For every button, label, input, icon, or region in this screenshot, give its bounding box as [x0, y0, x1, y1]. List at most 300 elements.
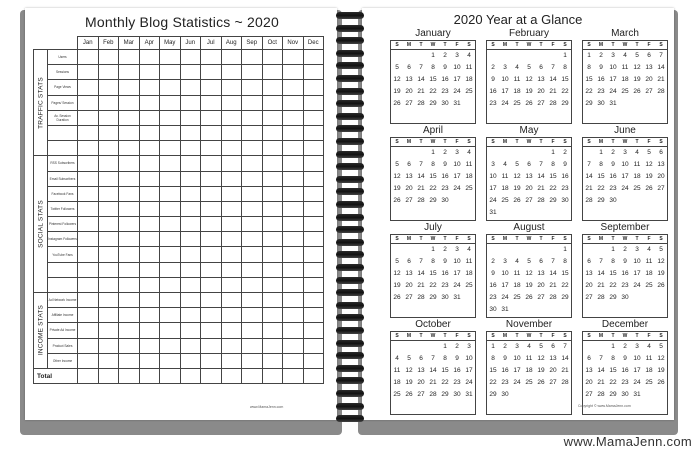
day-cell: 23 [597, 88, 605, 95]
total-cell [98, 368, 119, 383]
stat-cell [242, 308, 263, 323]
day-cell: 14 [429, 367, 437, 374]
stat-cell [262, 186, 283, 201]
stat-cell [139, 293, 160, 308]
stat-cell [262, 293, 283, 308]
day-cell: 14 [585, 173, 593, 180]
row-label: Sessions [48, 65, 78, 80]
day-cell: 24 [501, 100, 509, 107]
stat-cell [201, 156, 222, 171]
stat-cell [139, 217, 160, 232]
week-row [391, 292, 475, 304]
total-cell [283, 368, 304, 383]
day-cell: 16 [441, 173, 449, 180]
row-label: Other Income [48, 353, 78, 368]
week-row [583, 365, 667, 377]
day-cell: 9 [503, 355, 507, 362]
day-cell: 30 [441, 197, 449, 204]
weekday-label: F [647, 139, 651, 145]
day-cell: 4 [515, 64, 519, 71]
week-row [391, 50, 475, 62]
stat-cell [221, 110, 242, 125]
day-cell: 5 [659, 246, 663, 253]
spiral-ring [336, 352, 364, 359]
stat-cell [242, 80, 263, 95]
stat-cell [119, 65, 140, 80]
day-cell: 12 [393, 173, 401, 180]
day-cell: 7 [599, 258, 603, 265]
day-cell: 29 [561, 294, 569, 301]
day-cell: 4 [647, 246, 651, 253]
day-cell: 15 [489, 367, 497, 374]
day-cell: 15 [429, 270, 437, 277]
total-label: Total [34, 368, 78, 383]
day-cell: 13 [417, 367, 425, 374]
day-cell: 20 [405, 185, 413, 192]
day-cell: 10 [489, 173, 497, 180]
month-name: September [600, 222, 650, 233]
stat-cell [221, 50, 242, 65]
table-row [34, 186, 324, 201]
day-cell: 9 [623, 258, 627, 265]
day-cell: 1 [443, 343, 447, 350]
stat-cell [221, 156, 242, 171]
day-cell: 13 [585, 270, 593, 277]
week-row [487, 341, 571, 353]
day-cell: 5 [395, 258, 399, 265]
section-label: INCOME STATS [37, 305, 44, 356]
day-cell: 19 [645, 173, 653, 180]
weekday-label: F [551, 236, 555, 242]
day-cell: 12 [537, 355, 545, 362]
weekday-label: F [455, 42, 459, 48]
day-cell: 18 [393, 379, 401, 386]
day-cell [631, 292, 643, 304]
day-cell: 5 [659, 343, 663, 350]
weekday-label: S [587, 333, 591, 339]
day-cell: 16 [561, 173, 569, 180]
day-cell: 1 [563, 52, 567, 59]
day-cell: 18 [645, 270, 653, 277]
day-cell: 23 [621, 379, 629, 386]
day-cell: 27 [657, 185, 665, 192]
day-cell: 10 [453, 64, 461, 71]
day-cell: 11 [633, 161, 641, 168]
day-cell: 15 [561, 270, 569, 277]
stat-cell [283, 217, 304, 232]
week-row [391, 389, 475, 401]
day-cell: 21 [417, 282, 425, 289]
stat-cell [283, 95, 304, 110]
weekday-header [583, 332, 667, 341]
month-name: June [614, 125, 636, 136]
weekday-header [583, 41, 667, 50]
day-cell: 16 [441, 270, 449, 277]
day-cell [511, 304, 523, 316]
day-cell: 9 [443, 161, 447, 168]
week-row [391, 86, 475, 98]
day-cell: 22 [597, 185, 605, 192]
month-name: November [505, 319, 553, 330]
weekday-label: S [659, 333, 663, 339]
day-cell: 23 [489, 294, 497, 301]
month-name: February [508, 28, 549, 39]
stat-cell [283, 65, 304, 80]
day-cell [595, 341, 607, 353]
spiral-ring [336, 113, 364, 120]
day-cell: 8 [431, 64, 435, 71]
weekday-label: W [430, 333, 436, 339]
day-cell: 9 [491, 270, 495, 277]
weekday-label: M [406, 139, 412, 145]
stat-cell [262, 171, 283, 186]
table-row [34, 247, 324, 262]
day-cell: 7 [587, 161, 591, 168]
stat-cell [160, 156, 181, 171]
day-cell: 28 [417, 100, 425, 107]
day-cell: 8 [491, 355, 495, 362]
day-cell: 8 [443, 355, 447, 362]
weekday-label: S [467, 236, 471, 242]
stat-cell [221, 80, 242, 95]
day-cell: 19 [657, 367, 665, 374]
day-cell: 1 [611, 343, 615, 350]
day-cell: 24 [609, 88, 617, 95]
day-cell: 22 [429, 88, 437, 95]
day-cell: 2 [623, 343, 627, 350]
weekday-label: F [455, 333, 459, 339]
stat-cell [242, 50, 263, 65]
spiral-binding [336, 6, 364, 431]
stat-cell [98, 95, 119, 110]
spiral-ring [336, 188, 364, 195]
stat-cell [119, 80, 140, 95]
stat-cell [242, 232, 263, 247]
total-cell [160, 368, 181, 383]
weekday-label: T [419, 333, 423, 339]
weekday-label: T [539, 139, 543, 145]
day-cell: 11 [513, 76, 521, 83]
day-cell [643, 195, 655, 207]
day-cell: 15 [585, 76, 593, 83]
day-cell: 15 [561, 76, 569, 83]
week-row [583, 195, 667, 207]
day-cell: 20 [537, 88, 545, 95]
day-cell: 19 [393, 282, 401, 289]
day-cell: 22 [549, 185, 557, 192]
stat-cell [303, 50, 324, 65]
day-cell: 19 [513, 185, 521, 192]
stat-cell [180, 308, 201, 323]
day-cell: 10 [501, 270, 509, 277]
day-cell: 28 [597, 391, 605, 398]
day-cell: 5 [515, 161, 519, 168]
day-cell: 13 [645, 64, 653, 71]
week-row [583, 377, 667, 389]
weekday-label: S [659, 236, 663, 242]
weekday-label: T [515, 333, 519, 339]
day-cell: 7 [419, 258, 423, 265]
week-row [487, 244, 571, 256]
day-cell: 2 [491, 258, 495, 265]
week-row [391, 365, 475, 377]
month-header: Sep [242, 37, 263, 50]
day-cell: 12 [645, 161, 653, 168]
stat-cell [242, 338, 263, 353]
stat-cell [221, 201, 242, 216]
day-cell [403, 341, 415, 353]
day-cell: 23 [453, 379, 461, 386]
stat-cell [303, 338, 324, 353]
row-label: Page Views [48, 80, 78, 95]
day-cell: 13 [525, 173, 533, 180]
stat-cell [98, 110, 119, 125]
stat-cell [160, 125, 181, 140]
spiral-ring [336, 25, 364, 32]
stat-cell [180, 110, 201, 125]
day-cell: 1 [431, 52, 435, 59]
row-label: Users [48, 50, 78, 65]
day-cell: 17 [501, 88, 509, 95]
day-cell: 8 [431, 161, 435, 168]
day-cell: 17 [489, 185, 497, 192]
day-cell: 28 [549, 294, 557, 301]
weekday-label: M [598, 139, 604, 145]
day-cell: 26 [525, 100, 533, 107]
stat-cell [262, 95, 283, 110]
weekday-label: M [406, 333, 412, 339]
day-cell [499, 147, 511, 159]
stat-cell [201, 277, 222, 292]
day-cell [511, 147, 523, 159]
month-calendar [486, 222, 572, 318]
day-cell: 9 [563, 161, 567, 168]
day-cell: 29 [441, 391, 449, 398]
year-at-a-glance-title: 2020 Year at a Glance [453, 12, 583, 27]
week-row [583, 171, 667, 183]
day-cell: 25 [465, 282, 473, 289]
day-cell: 3 [611, 52, 615, 59]
stat-cell [78, 171, 99, 186]
month-name: April [422, 125, 443, 136]
stat-cell [283, 156, 304, 171]
stat-cell [303, 277, 324, 292]
stat-cell [180, 201, 201, 216]
stat-cell [303, 262, 324, 277]
week-row [583, 62, 667, 74]
day-cell: 22 [609, 282, 617, 289]
table-row [34, 201, 324, 216]
weekday-label: S [587, 139, 591, 145]
week-row [391, 244, 475, 256]
stat-cell [139, 262, 160, 277]
day-cell: 2 [623, 246, 627, 253]
day-cell: 6 [647, 52, 651, 59]
stat-cell [201, 80, 222, 95]
day-cell: 19 [393, 185, 401, 192]
day-cell: 8 [599, 161, 603, 168]
week-row [583, 256, 667, 268]
day-cell [499, 207, 511, 219]
row-label: Affiliate Income [48, 308, 78, 323]
month-name: December [601, 319, 649, 330]
weekday-label: T [611, 236, 615, 242]
stat-cell [221, 277, 242, 292]
stat-cell [262, 262, 283, 277]
stat-cell [139, 125, 160, 140]
day-cell [583, 147, 595, 159]
day-cell: 16 [489, 88, 497, 95]
spiral-ring [336, 365, 364, 372]
weekday-label: F [551, 333, 555, 339]
day-cell: 17 [633, 367, 641, 374]
week-row [487, 62, 571, 74]
month-header-row [34, 37, 324, 50]
weekday-label: S [491, 333, 495, 339]
day-cell: 24 [513, 379, 521, 386]
day-cell: 1 [431, 149, 435, 156]
day-cell: 21 [417, 185, 425, 192]
table-row [34, 141, 324, 156]
weekday-label: S [491, 42, 495, 48]
week-row [391, 159, 475, 171]
day-cell: 22 [609, 379, 617, 386]
day-cell: 16 [441, 76, 449, 83]
weekday-label: M [406, 236, 412, 242]
stat-cell [221, 293, 242, 308]
month-grid [486, 331, 572, 415]
day-cell: 15 [609, 270, 617, 277]
day-cell: 22 [561, 88, 569, 95]
day-cell: 17 [609, 76, 617, 83]
day-cell: 7 [551, 258, 555, 265]
day-cell: 24 [501, 294, 509, 301]
day-cell: 16 [501, 367, 509, 374]
table-row [34, 50, 324, 65]
stat-cell [119, 262, 140, 277]
stat-cell [78, 262, 99, 277]
day-cell [511, 389, 523, 401]
month-name: March [611, 28, 639, 39]
row-label: Pinterest Followers [48, 217, 78, 232]
day-cell: 25 [633, 185, 641, 192]
stat-cell [119, 308, 140, 323]
total-cell [221, 368, 242, 383]
weekday-label: W [622, 333, 628, 339]
stat-cell [160, 323, 181, 338]
day-cell: 21 [549, 282, 557, 289]
weekday-label: T [515, 42, 519, 48]
spiral-ring [336, 50, 364, 57]
day-cell [415, 147, 427, 159]
day-cell: 29 [429, 197, 437, 204]
weekday-label: T [611, 333, 615, 339]
weekday-label: T [635, 139, 639, 145]
day-cell: 27 [549, 379, 557, 386]
day-cell: 27 [585, 294, 593, 301]
day-cell: 11 [621, 64, 629, 71]
day-cell: 8 [611, 258, 615, 265]
day-cell: 13 [405, 270, 413, 277]
day-cell: 28 [561, 379, 569, 386]
month-calendar [390, 222, 476, 318]
day-cell: 14 [417, 76, 425, 83]
stat-cell [242, 353, 263, 368]
day-cell: 22 [441, 379, 449, 386]
day-cell: 28 [429, 391, 437, 398]
stat-cell [119, 50, 140, 65]
day-cell: 9 [443, 64, 447, 71]
row-label: YouTube Fans [48, 247, 78, 262]
stat-cell [303, 95, 324, 110]
weekday-label: T [539, 42, 543, 48]
day-cell: 18 [645, 367, 653, 374]
day-cell [655, 292, 667, 304]
day-cell: 19 [537, 367, 545, 374]
stat-cell [201, 95, 222, 110]
day-cell: 27 [645, 88, 653, 95]
month-grid [582, 331, 668, 415]
stat-cell [78, 308, 99, 323]
day-cell [631, 98, 643, 110]
stat-cell [139, 201, 160, 216]
day-cell: 27 [405, 294, 413, 301]
day-cell [499, 244, 511, 256]
day-cell: 13 [549, 355, 557, 362]
spiral-ring [336, 415, 364, 422]
day-cell: 20 [417, 379, 425, 386]
day-cell: 21 [417, 88, 425, 95]
row-label [48, 125, 78, 140]
spiral-ring [336, 138, 364, 145]
day-cell: 1 [563, 246, 567, 253]
week-row [487, 147, 571, 159]
row-label: RSS Subscribers [48, 156, 78, 171]
stat-cell [98, 201, 119, 216]
stat-cell [139, 50, 160, 65]
day-cell: 21 [561, 367, 569, 374]
day-cell: 9 [455, 355, 459, 362]
stat-cell [242, 65, 263, 80]
month-header: Oct [262, 37, 283, 50]
weekday-label: T [419, 236, 423, 242]
stat-cell [201, 186, 222, 201]
day-cell: 8 [431, 258, 435, 265]
weekday-label: W [622, 139, 628, 145]
stat-cell [262, 125, 283, 140]
row-label: Pages/ Session [48, 95, 78, 110]
week-row [487, 304, 571, 316]
day-cell: 13 [405, 173, 413, 180]
spiral-ring [336, 314, 364, 321]
stat-cell [98, 186, 119, 201]
day-cell: 14 [549, 76, 557, 83]
day-cell: 29 [489, 391, 497, 398]
stat-cell [160, 217, 181, 232]
stat-cell [180, 338, 201, 353]
stat-cell [78, 293, 99, 308]
week-row [583, 341, 667, 353]
day-cell: 29 [585, 100, 593, 107]
week-row [583, 183, 667, 195]
day-cell: 30 [597, 100, 605, 107]
stat-cell [180, 80, 201, 95]
weekday-label: W [430, 139, 436, 145]
total-cell [201, 368, 222, 383]
stat-cell [139, 277, 160, 292]
stat-cell [119, 156, 140, 171]
stat-cell [221, 262, 242, 277]
